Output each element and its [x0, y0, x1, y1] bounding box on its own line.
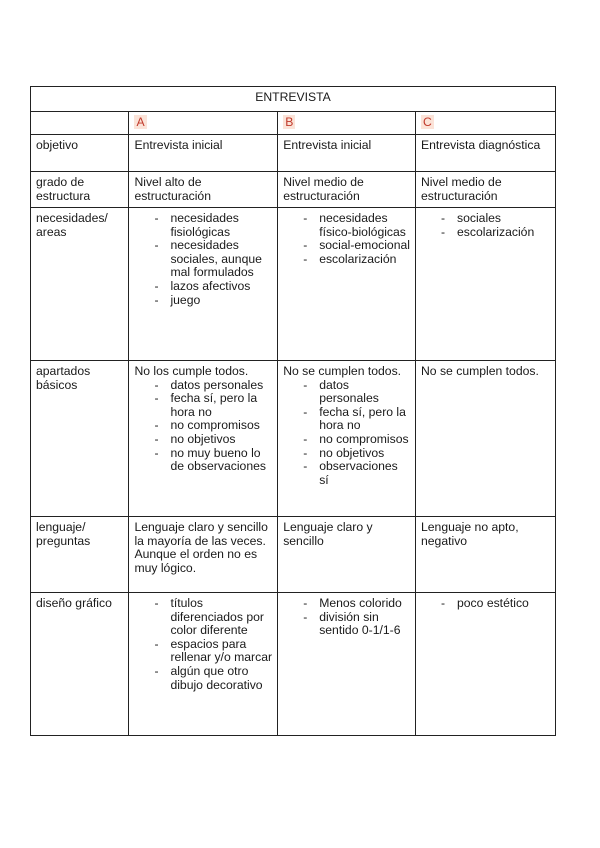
- list-item: - Menos colorido: [303, 597, 410, 611]
- table-cell: [129, 593, 278, 736]
- list-item: - lazos afectivos: [154, 280, 272, 294]
- column-header-label: C: [423, 115, 432, 129]
- cell-text: Entrevista inicial: [283, 138, 372, 152]
- cell-text: No se cumplen todos.: [421, 364, 539, 378]
- cell-text: Entrevista diagnóstica: [421, 138, 541, 152]
- table-cell: [416, 517, 556, 593]
- table-row: [31, 517, 556, 593]
- list-item: - no objetivos: [303, 447, 410, 461]
- column-header-c: [416, 112, 556, 135]
- table-cell: [278, 593, 416, 736]
- row-label: objetivo: [31, 135, 129, 172]
- table-cell: [278, 361, 416, 517]
- list-item: - datos personales: [154, 379, 272, 393]
- table-cell: [129, 361, 278, 517]
- table-cell: [129, 172, 278, 208]
- list-item: - escolarización: [303, 253, 410, 267]
- cell-text: No se cumplen todos.: [283, 364, 402, 378]
- list-item: - social-emocional: [303, 239, 410, 253]
- table-row: [31, 135, 556, 172]
- column-header-row: [31, 112, 556, 135]
- list-item: - sociales: [441, 212, 550, 226]
- table-row: [31, 361, 556, 517]
- cell-text: Nivel alto de estructuración: [134, 175, 211, 203]
- table-cell: [416, 593, 556, 736]
- column-header-label: A: [136, 115, 145, 129]
- table-row: [31, 208, 556, 361]
- list-item: - no compromisos: [154, 419, 272, 433]
- comparison-table: [30, 86, 556, 736]
- list-item: - observaciones sí: [303, 460, 410, 487]
- table-cell: [416, 208, 556, 361]
- table-cell: [278, 517, 416, 593]
- header-empty-cell: [31, 112, 129, 135]
- bullet-list: [283, 212, 410, 266]
- table-cell: [278, 208, 416, 361]
- table-cell: [416, 135, 556, 172]
- list-item: - espacios para rellenar y/o marcar: [154, 638, 272, 665]
- table-title: ENTREVISTA: [31, 87, 556, 112]
- list-item: - necesidades sociales, aunque mal formulados: [154, 239, 272, 280]
- bullet-list: [283, 597, 410, 638]
- bullet-list: [421, 212, 550, 239]
- cell-text: Lenguaje claro y sencillo: [283, 520, 373, 548]
- row-label: lenguaje/ preguntas: [31, 517, 129, 593]
- table-cell: [129, 208, 278, 361]
- list-item: - juego: [154, 294, 272, 308]
- list-item: - división sin sentido 0-1/1-6: [303, 611, 410, 638]
- list-item: - datos personales: [303, 379, 410, 406]
- column-header-b: [278, 112, 416, 135]
- table-cell: [416, 172, 556, 208]
- column-header-label: B: [285, 115, 294, 129]
- list-item: - fecha sí, pero la hora no: [154, 392, 272, 419]
- row-label: diseño gráfico: [31, 593, 129, 736]
- bullet-list: [421, 597, 550, 611]
- table-row: [31, 172, 556, 208]
- table-cell: [278, 172, 416, 208]
- cell-text: Entrevista inicial: [134, 138, 223, 152]
- list-item: - no muy bueno lo de observaciones: [154, 447, 272, 474]
- list-item: - escolarización: [441, 226, 550, 240]
- list-item: - necesidades físico-biológicas: [303, 212, 410, 239]
- table-cell: [278, 135, 416, 172]
- table-cell: [416, 361, 556, 517]
- row-label: grado de estructura: [31, 172, 129, 208]
- list-item: - algún que otro dibujo decorativo: [154, 665, 272, 692]
- bullet-list: [283, 379, 410, 488]
- cell-text: Lenguaje no apto, negativo: [421, 520, 519, 548]
- cell-text: Lenguaje claro y sencillo la mayoría de las veces. Aunque el orden no es muy lógico.: [134, 520, 268, 575]
- cell-text: No los cumple todos.: [134, 364, 249, 378]
- bullet-list: [134, 597, 272, 692]
- cell-text: Nivel medio de estructuración: [421, 175, 502, 203]
- table-cell: [129, 135, 278, 172]
- cell-text: Nivel medio de estructuración: [283, 175, 364, 203]
- bullet-list: [134, 212, 272, 307]
- bullet-list: [134, 379, 272, 474]
- row-label: apartados básicos: [31, 361, 129, 517]
- list-item: - no compromisos: [303, 433, 410, 447]
- table-cell: [129, 517, 278, 593]
- column-header-a: [129, 112, 278, 135]
- table-row: [31, 593, 556, 736]
- list-item: - no objetivos: [154, 433, 272, 447]
- list-item: - fecha sí, pero la hora no: [303, 406, 410, 433]
- row-label: necesidades/ areas: [31, 208, 129, 361]
- list-item: - necesidades fisiológicas: [154, 212, 272, 239]
- list-item: - poco estético: [441, 597, 550, 611]
- list-item: - títulos diferenciados por color diferente: [154, 597, 272, 638]
